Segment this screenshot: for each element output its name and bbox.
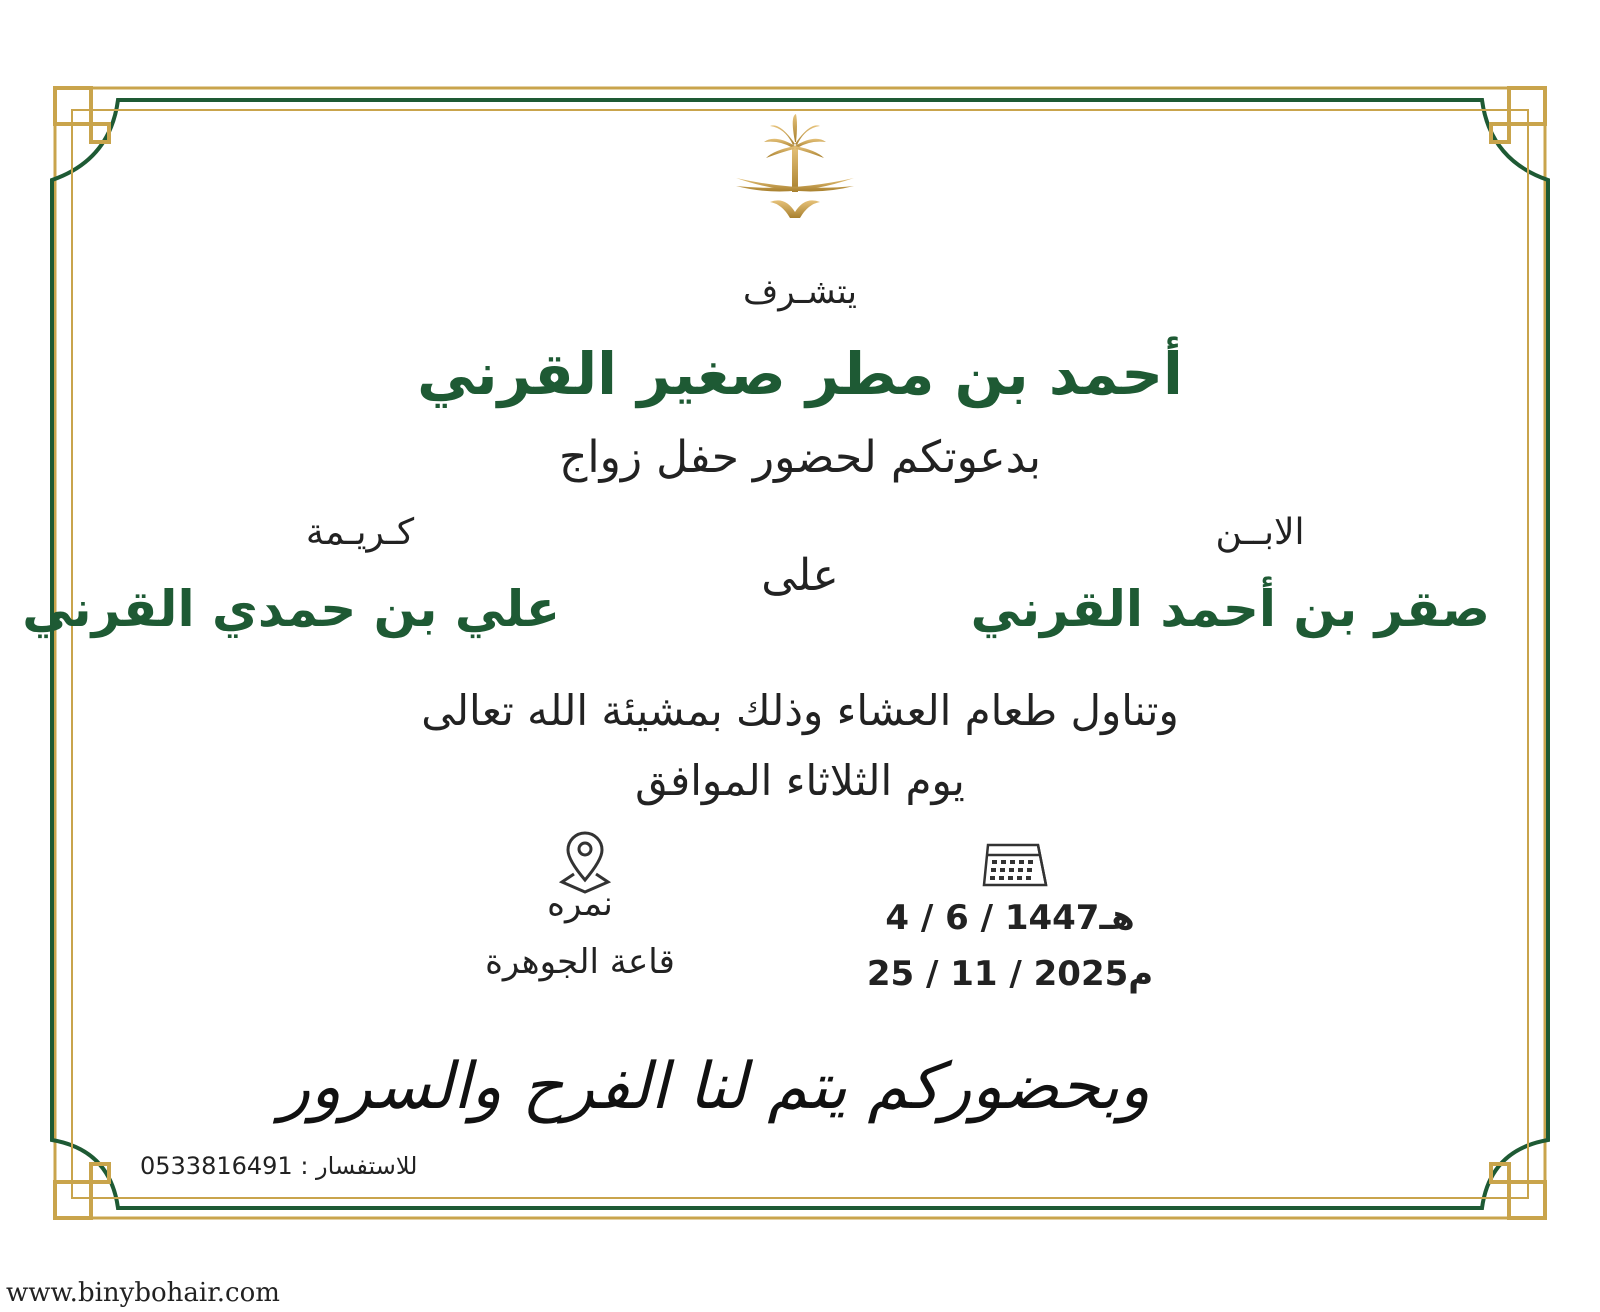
contact-info: للاستفسار : 0533816491 [140, 1152, 418, 1180]
bride-father-name: علي بن حمدي القرني [22, 580, 560, 638]
bride-label: كـريـمة [305, 512, 415, 553]
dinner-line: وتناول طعام العشاء وذلك بمشيئة الله تعالى [421, 686, 1179, 735]
groom-label: الابــن [1215, 512, 1305, 553]
hijri-date: 4 / 6 / 1447هـ [885, 898, 1135, 938]
honor-lead-text: يتشـرف [742, 272, 858, 312]
groom-name: صقر بن أحمد القرني [970, 580, 1490, 638]
invite-line: بدعوتكم لحضور حفل زواج [559, 432, 1041, 483]
gregorian-date: 25 / 11 / 2025م [866, 954, 1154, 994]
city-text: نمره [547, 884, 613, 924]
calendar-icon [982, 835, 1052, 895]
closing-calligraphy: وبحضوركم يتم لنا الفرح والسرور [279, 1050, 1150, 1124]
conjunction-text: على [761, 550, 839, 601]
venue-name: قاعة الجوهرة [485, 942, 675, 982]
day-line: يوم الثلاثاء الموافق [635, 756, 965, 805]
palm-and-swords-emblem-icon [730, 112, 860, 232]
host-name: أحمد بن مطر صغير القرني [417, 340, 1183, 408]
website-watermark: www.binybohair.com [6, 1278, 280, 1308]
